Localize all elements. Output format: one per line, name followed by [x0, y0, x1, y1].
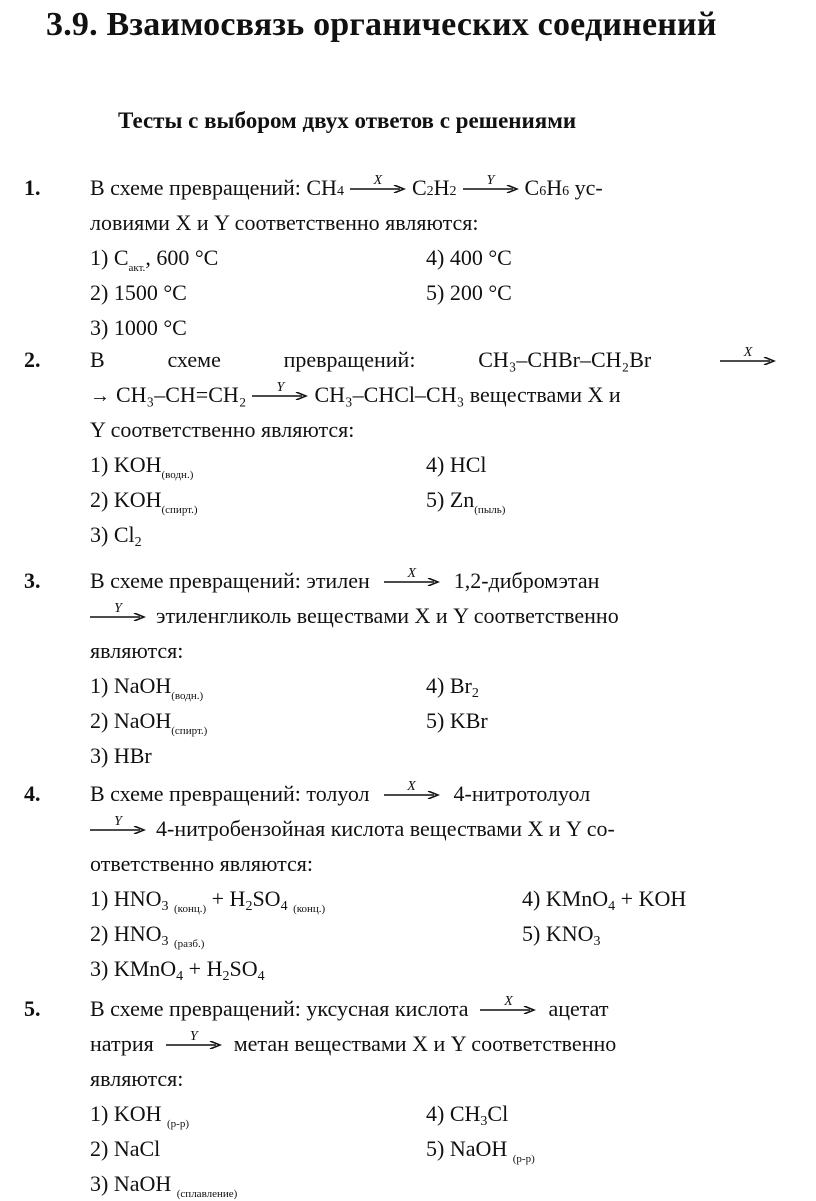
option-1: 1) $KOH_{(водн.)}$	[90, 452, 194, 481]
reaction-arrow: Y	[90, 605, 146, 623]
option-2: 2) $KOH_{(спирт.)}$	[90, 487, 198, 516]
option-5: 5) $Zn_{(пыль)}$	[426, 487, 506, 516]
option-4: 4) $Br_2$	[426, 673, 479, 701]
page-title: 3.9. Взаимосвязь органических соединений	[46, 6, 717, 43]
option-1: 1) $HNO_3$ $_{(конц.)} + H_2SO_4$ $_{(конц.)}$	[90, 886, 326, 915]
answer-options	[90, 881, 776, 986]
answer-options	[90, 447, 776, 552]
task-line: В схеме превращений: CH 4 X C 2 H 2 Y C 6 H 6 ус-	[90, 173, 603, 200]
option-2: 2) $HNO_3$ $_{(разб.)}$	[90, 921, 205, 950]
section-subtitle: Тесты с выбором двух ответов с решениями	[118, 108, 577, 133]
task-line: ловиями X и Y соответственно являются:	[90, 210, 479, 235]
task-body	[90, 991, 776, 1201]
option-3: 3) KMnO$_4$ + $H_2SO_4$	[90, 956, 265, 984]
answer-options	[90, 1096, 776, 1201]
reaction-arrow: Y	[252, 384, 308, 402]
task-body	[90, 170, 776, 345]
option-5: 5) KBr	[426, 708, 488, 733]
task-line: натрия Y метан веществами X и Y соответственно	[90, 1029, 617, 1056]
task-line: ответственно являются:	[90, 851, 314, 876]
task-line: В схеме превращений: толуол X 4-нитротолуол	[90, 779, 591, 806]
task-body	[90, 563, 776, 773]
option-5: 5) NaOH $_{(р-р)}$	[426, 1136, 535, 1165]
reaction-arrow: X	[480, 998, 536, 1016]
option-2: 2) NaCl	[90, 1136, 161, 1161]
task-line: являются:	[90, 1066, 184, 1091]
option-3: 3) NaOH $_{(сплавление)}$	[90, 1171, 238, 1200]
reaction-arrow: Y	[90, 818, 146, 836]
option-1: 1) KOH $_{(р-р)}$	[90, 1101, 189, 1130]
option-2: 2) 1500 °C	[90, 280, 187, 305]
reaction-arrow: X	[384, 783, 440, 801]
task-number: 5.	[24, 996, 41, 1021]
task-body	[90, 342, 776, 552]
option-3: 3) 1000 °C	[90, 315, 187, 340]
option-4: 4) $CH_3Cl$	[426, 1101, 509, 1129]
task-line: В схеме превращений: CH₃–CHBr–CH₂Br X	[90, 342, 776, 377]
task-line: Y 4-нитробензойная кислота веществами X и Y со-	[90, 811, 776, 846]
option-4: 4) 400 °C	[426, 245, 512, 270]
option-5: 5) $KNO_3$	[522, 921, 601, 949]
reaction-arrow: Y	[463, 177, 519, 195]
task-number: 4.	[24, 781, 41, 806]
reaction-arrow: Y	[166, 1033, 222, 1051]
option-1: 1) NaOH$_{(водн.)}$	[90, 673, 204, 702]
option-1: 1) $C_{акт.}$, 600 °C	[90, 245, 219, 274]
task-number: 3.	[24, 568, 41, 593]
option-4: 4) HCl	[426, 452, 487, 477]
task-line: Y соответственно являются:	[90, 417, 355, 442]
answer-options	[90, 668, 776, 773]
reaction-arrow: X	[720, 349, 776, 367]
option-4: 4) KMnO$_4$ + KOH	[522, 886, 687, 914]
option-5: 5) 200 °C	[426, 280, 512, 305]
reaction-arrow: X	[350, 177, 406, 195]
task-line: Y этиленгликоль веществами X и Y соответственно	[90, 598, 776, 633]
task-body	[90, 776, 776, 986]
task-line: → CH₃–CH=CH₂ Y CH₃–CHCl–CH₃ веществами X и	[90, 377, 776, 412]
option-3: 3) HBr	[90, 743, 152, 768]
task-line: В схеме превращений: этилен X 1,2-дибромэтан	[90, 566, 600, 593]
task-number: 1.	[24, 175, 41, 200]
option-2: 2) NaOH$_{(спирт.)}$	[90, 708, 208, 737]
answer-options	[90, 240, 776, 345]
option-3: 3) $Cl_2$	[90, 522, 142, 550]
continuation-arrow: →	[90, 385, 110, 407]
task-number: 2.	[24, 347, 41, 372]
reaction-arrow: X	[384, 570, 440, 588]
task-line: являются:	[90, 638, 184, 663]
task-line: В схеме превращений: уксусная кислота X ацетат	[90, 994, 609, 1021]
